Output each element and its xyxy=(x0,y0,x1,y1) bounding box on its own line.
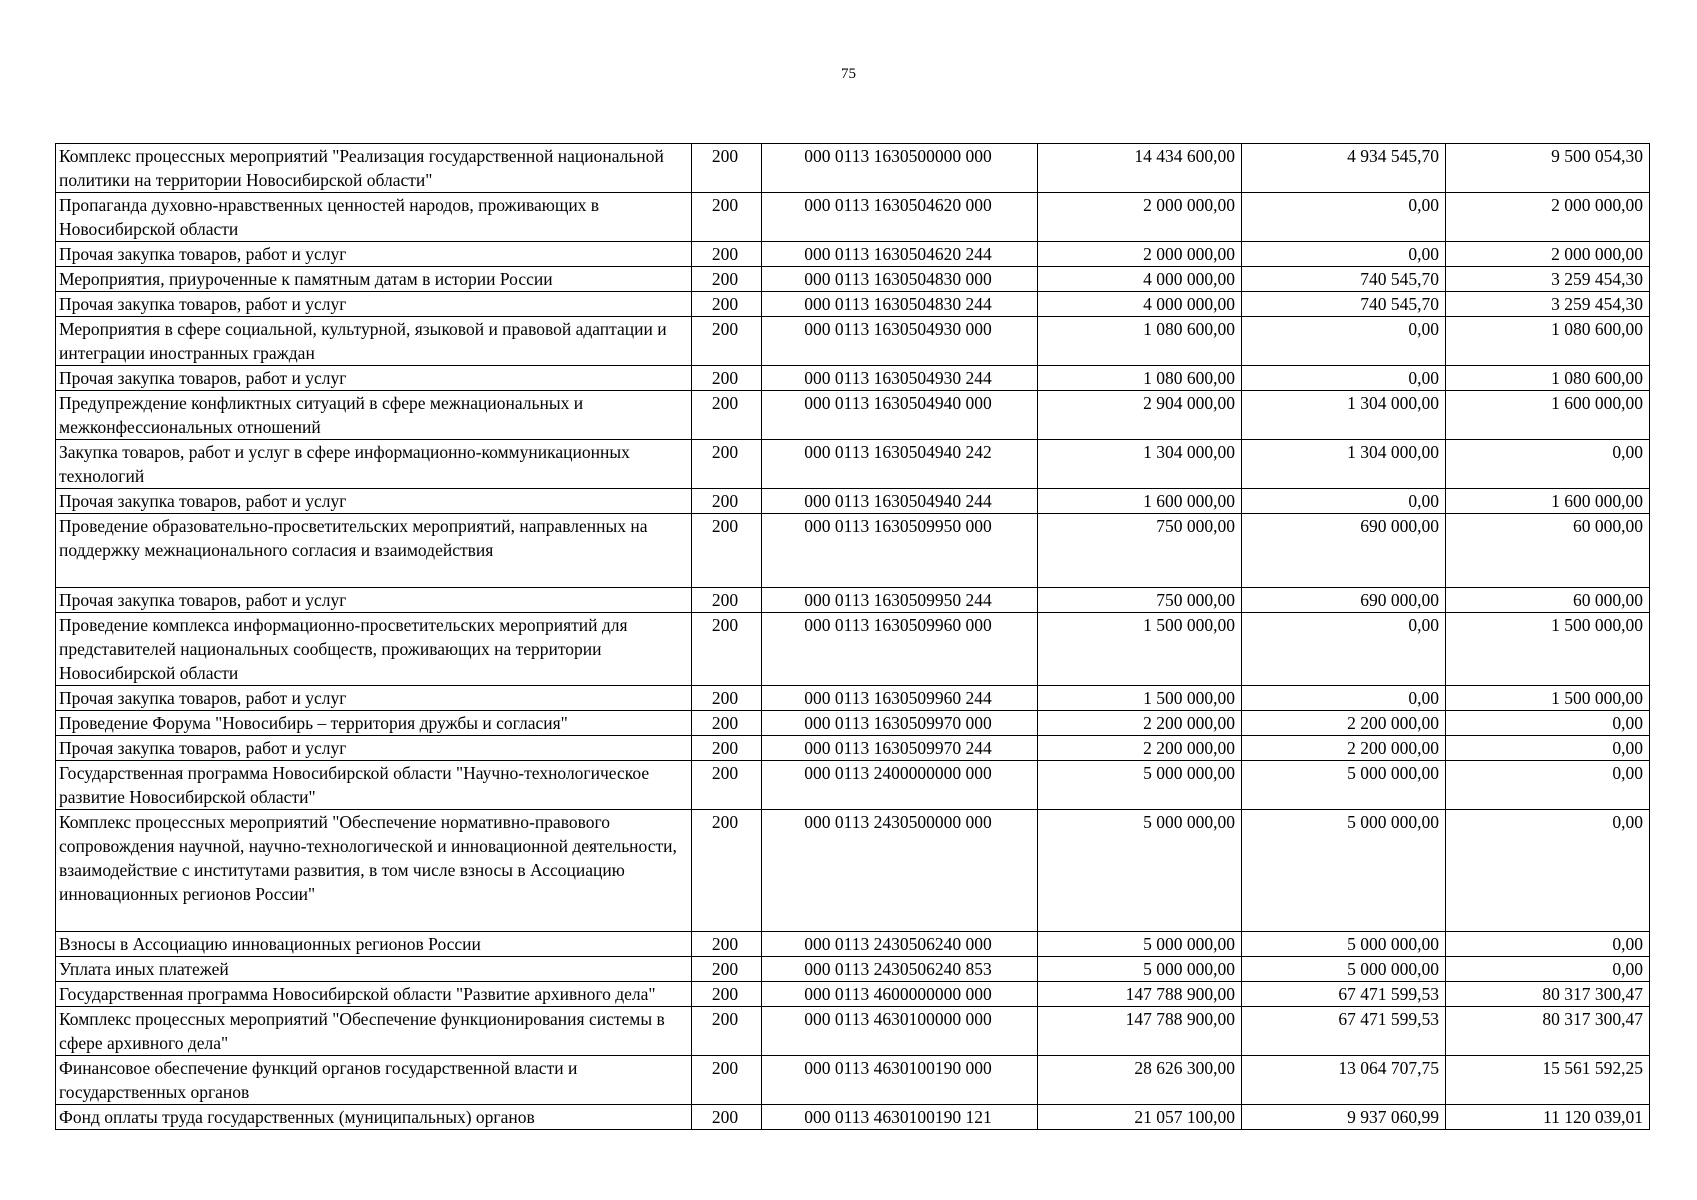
row-approved-cell: 2 000 000,00 xyxy=(1038,242,1242,267)
row-approved-cell: 147 788 900,00 xyxy=(1038,1007,1242,1056)
row-name-cell: Прочая закупка товаров, работ и услуг xyxy=(56,736,692,761)
row-code-cell: 200 xyxy=(692,193,762,242)
row-name-cell: Предупреждение конфликтных ситуаций в сфере межнациональных и межконфессиональных отношений xyxy=(56,391,692,440)
row-approved-cell: 1 600 000,00 xyxy=(1038,489,1242,514)
row-approved-cell: 750 000,00 xyxy=(1038,588,1242,613)
row-executed-cell: 740 545,70 xyxy=(1242,292,1446,317)
row-executed-cell: 1 304 000,00 xyxy=(1242,440,1446,489)
row-unexecuted-cell: 1 080 600,00 xyxy=(1446,317,1650,366)
table-row xyxy=(56,957,1650,982)
row-executed-cell: 0,00 xyxy=(1242,317,1446,366)
row-code-cell: 200 xyxy=(692,810,762,932)
row-name-cell: Государственная программа Новосибирской области "Развитие архивного дела" xyxy=(56,982,692,1007)
row-name-cell: Пропаганда духовно-нравственных ценностей народов, проживающих в Новосибирской области xyxy=(56,193,692,242)
row-approved-cell: 21 057 100,00 xyxy=(1038,1105,1242,1130)
row-executed-cell: 0,00 xyxy=(1242,193,1446,242)
table-row xyxy=(56,292,1650,317)
row-executed-cell: 9 937 060,99 xyxy=(1242,1105,1446,1130)
row-classification-cell: 000 0113 4630100190 121 xyxy=(762,1105,1038,1130)
table-row xyxy=(56,686,1650,711)
row-unexecuted-cell: 80 317 300,47 xyxy=(1446,1007,1650,1056)
row-code-cell: 200 xyxy=(692,686,762,711)
row-unexecuted-cell: 0,00 xyxy=(1446,761,1650,810)
row-classification-cell: 000 0113 4630100190 000 xyxy=(762,1056,1038,1105)
row-approved-cell: 1 080 600,00 xyxy=(1038,366,1242,391)
row-name-cell: Прочая закупка товаров, работ и услуг xyxy=(56,366,692,391)
row-name-cell: Уплата иных платежей xyxy=(56,957,692,982)
row-classification-cell: 000 0113 1630509970 244 xyxy=(762,736,1038,761)
row-approved-cell: 2 904 000,00 xyxy=(1038,391,1242,440)
row-approved-cell: 2 200 000,00 xyxy=(1038,711,1242,736)
row-classification-cell: 000 0113 4630100000 000 xyxy=(762,1007,1038,1056)
row-name-cell: Комплекс процессных мероприятий "Обеспечение нормативно-правового сопровождения научной, научно-технологической и инновационной деятельности, взаимодействие с институтами развития, в том числе взносы в Ассоциацию инновационных регионов России" xyxy=(56,810,692,932)
row-approved-cell: 14 434 600,00 xyxy=(1038,144,1242,193)
row-approved-cell: 1 304 000,00 xyxy=(1038,440,1242,489)
row-executed-cell: 0,00 xyxy=(1242,686,1446,711)
row-name-cell: Комплекс процессных мероприятий "Реализация государственной национальной политики на территории Новосибирской области" xyxy=(56,144,692,193)
table-row xyxy=(56,391,1650,440)
row-classification-cell: 000 0113 1630504930 000 xyxy=(762,317,1038,366)
row-executed-cell: 2 200 000,00 xyxy=(1242,736,1446,761)
table-row xyxy=(56,588,1650,613)
row-unexecuted-cell: 1 600 000,00 xyxy=(1446,489,1650,514)
row-unexecuted-cell: 1 080 600,00 xyxy=(1446,366,1650,391)
row-name-cell: Прочая закупка товаров, работ и услуг xyxy=(56,292,692,317)
row-approved-cell: 1 080 600,00 xyxy=(1038,317,1242,366)
row-classification-cell: 000 0113 1630509970 000 xyxy=(762,711,1038,736)
table-row xyxy=(56,810,1650,932)
row-approved-cell: 2 000 000,00 xyxy=(1038,193,1242,242)
row-name-cell: Прочая закупка товаров, работ и услуг xyxy=(56,242,692,267)
row-unexecuted-cell: 15 561 592,25 xyxy=(1446,1056,1650,1105)
row-unexecuted-cell: 1 600 000,00 xyxy=(1446,391,1650,440)
row-classification-cell: 000 0113 1630509960 244 xyxy=(762,686,1038,711)
row-executed-cell: 5 000 000,00 xyxy=(1242,810,1446,932)
row-name-cell: Мероприятия в сфере социальной, культурной, языковой и правовой адаптации и интеграции иностранных граждан xyxy=(56,317,692,366)
row-name-cell: Проведение комплекса информационно-просветительских мероприятий для представителей национальных сообществ, проживающих на территории Новосибирской области xyxy=(56,613,692,686)
row-code-cell: 200 xyxy=(692,1105,762,1130)
table-row xyxy=(56,267,1650,292)
table-row xyxy=(56,1105,1650,1130)
row-classification-cell: 000 0113 1630504830 000 xyxy=(762,267,1038,292)
table-row xyxy=(56,193,1650,242)
row-name-cell: Взносы в Ассоциацию инновационных регионов России xyxy=(56,932,692,957)
table-body xyxy=(56,144,1650,1130)
row-name-cell: Проведение образовательно-просветительских мероприятий, направленных на поддержку межнационального согласия и взаимодействия xyxy=(56,514,692,588)
row-unexecuted-cell: 0,00 xyxy=(1446,736,1650,761)
row-code-cell: 200 xyxy=(692,366,762,391)
table-row xyxy=(56,711,1650,736)
table-row xyxy=(56,982,1650,1007)
page-number: 75 xyxy=(841,66,856,82)
table-row xyxy=(56,514,1650,588)
row-name-cell: Мероприятия, приуроченные к памятным датам в истории России xyxy=(56,267,692,292)
row-classification-cell: 000 0113 2400000000 000 xyxy=(762,761,1038,810)
row-unexecuted-cell: 0,00 xyxy=(1446,711,1650,736)
table-row xyxy=(56,613,1650,686)
row-classification-cell: 000 0113 1630504940 242 xyxy=(762,440,1038,489)
row-unexecuted-cell: 1 500 000,00 xyxy=(1446,686,1650,711)
row-code-cell: 200 xyxy=(692,144,762,193)
row-unexecuted-cell: 0,00 xyxy=(1446,932,1650,957)
row-code-cell: 200 xyxy=(692,957,762,982)
row-code-cell: 200 xyxy=(692,267,762,292)
row-name-cell: Комплекс процессных мероприятий "Обеспечение функционирования системы в сфере архивного дела" xyxy=(56,1007,692,1056)
row-code-cell: 200 xyxy=(692,761,762,810)
row-name-cell: Прочая закупка товаров, работ и услуг xyxy=(56,489,692,514)
table-row xyxy=(56,1007,1650,1056)
row-approved-cell: 5 000 000,00 xyxy=(1038,932,1242,957)
row-code-cell: 200 xyxy=(692,1056,762,1105)
row-unexecuted-cell: 0,00 xyxy=(1446,440,1650,489)
row-code-cell: 200 xyxy=(692,440,762,489)
row-approved-cell: 1 500 000,00 xyxy=(1038,613,1242,686)
row-classification-cell: 000 0113 1630509960 000 xyxy=(762,613,1038,686)
row-approved-cell: 1 500 000,00 xyxy=(1038,686,1242,711)
row-code-cell: 200 xyxy=(692,242,762,267)
table-row xyxy=(56,489,1650,514)
row-name-cell: Прочая закупка товаров, работ и услуг xyxy=(56,686,692,711)
table-row xyxy=(56,317,1650,366)
row-classification-cell: 000 0113 1630504940 000 xyxy=(762,391,1038,440)
row-name-cell: Прочая закупка товаров, работ и услуг xyxy=(56,588,692,613)
row-code-cell: 200 xyxy=(692,932,762,957)
row-classification-cell: 000 0113 1630504940 244 xyxy=(762,489,1038,514)
row-classification-cell: 000 0113 1630504620 000 xyxy=(762,193,1038,242)
row-executed-cell: 1 304 000,00 xyxy=(1242,391,1446,440)
row-classification-cell: 000 0113 2430500000 000 xyxy=(762,810,1038,932)
row-unexecuted-cell: 0,00 xyxy=(1446,957,1650,982)
row-unexecuted-cell: 9 500 054,30 xyxy=(1446,144,1650,193)
row-unexecuted-cell: 2 000 000,00 xyxy=(1446,242,1650,267)
row-approved-cell: 2 200 000,00 xyxy=(1038,736,1242,761)
row-code-cell: 200 xyxy=(692,711,762,736)
budget-execution-table xyxy=(55,143,1650,1130)
row-classification-cell: 000 0113 1630504930 244 xyxy=(762,366,1038,391)
row-unexecuted-cell: 11 120 039,01 xyxy=(1446,1105,1650,1130)
row-unexecuted-cell: 0,00 xyxy=(1446,810,1650,932)
row-executed-cell: 67 471 599,53 xyxy=(1242,982,1446,1007)
row-unexecuted-cell: 3 259 454,30 xyxy=(1446,267,1650,292)
row-executed-cell: 13 064 707,75 xyxy=(1242,1056,1446,1105)
row-approved-cell: 147 788 900,00 xyxy=(1038,982,1242,1007)
row-code-cell: 200 xyxy=(692,317,762,366)
row-executed-cell: 0,00 xyxy=(1242,242,1446,267)
row-approved-cell: 28 626 300,00 xyxy=(1038,1056,1242,1105)
row-executed-cell: 690 000,00 xyxy=(1242,588,1446,613)
row-classification-cell: 000 0113 1630509950 244 xyxy=(762,588,1038,613)
row-approved-cell: 5 000 000,00 xyxy=(1038,810,1242,932)
table-row xyxy=(56,932,1650,957)
row-code-cell: 200 xyxy=(692,391,762,440)
row-unexecuted-cell: 2 000 000,00 xyxy=(1446,193,1650,242)
row-code-cell: 200 xyxy=(692,514,762,588)
table-row xyxy=(56,440,1650,489)
row-unexecuted-cell: 3 259 454,30 xyxy=(1446,292,1650,317)
row-code-cell: 200 xyxy=(692,588,762,613)
row-classification-cell: 000 0113 2430506240 853 xyxy=(762,957,1038,982)
row-classification-cell: 000 0113 4600000000 000 xyxy=(762,982,1038,1007)
row-executed-cell: 5 000 000,00 xyxy=(1242,932,1446,957)
row-approved-cell: 4 000 000,00 xyxy=(1038,292,1242,317)
row-executed-cell: 0,00 xyxy=(1242,489,1446,514)
row-classification-cell: 000 0113 1630509950 000 xyxy=(762,514,1038,588)
row-executed-cell: 0,00 xyxy=(1242,613,1446,686)
row-name-cell: Финансовое обеспечение функций органов государственной власти и государственных органов xyxy=(56,1056,692,1105)
row-unexecuted-cell: 1 500 000,00 xyxy=(1446,613,1650,686)
row-unexecuted-cell: 60 000,00 xyxy=(1446,588,1650,613)
row-classification-cell: 000 0113 1630504830 244 xyxy=(762,292,1038,317)
row-approved-cell: 750 000,00 xyxy=(1038,514,1242,588)
table-row xyxy=(56,1056,1650,1105)
row-approved-cell: 4 000 000,00 xyxy=(1038,267,1242,292)
row-executed-cell: 67 471 599,53 xyxy=(1242,1007,1446,1056)
row-classification-cell: 000 0113 1630500000 000 xyxy=(762,144,1038,193)
row-executed-cell: 2 200 000,00 xyxy=(1242,711,1446,736)
row-executed-cell: 0,00 xyxy=(1242,366,1446,391)
row-approved-cell: 5 000 000,00 xyxy=(1038,957,1242,982)
row-unexecuted-cell: 60 000,00 xyxy=(1446,514,1650,588)
row-classification-cell: 000 0113 2430506240 000 xyxy=(762,932,1038,957)
row-executed-cell: 5 000 000,00 xyxy=(1242,761,1446,810)
row-executed-cell: 5 000 000,00 xyxy=(1242,957,1446,982)
row-executed-cell: 740 545,70 xyxy=(1242,267,1446,292)
table-row xyxy=(56,736,1650,761)
row-name-cell: Закупка товаров, работ и услуг в сфере информационно-коммуникационных технологий xyxy=(56,440,692,489)
row-unexecuted-cell: 80 317 300,47 xyxy=(1446,982,1650,1007)
row-classification-cell: 000 0113 1630504620 244 xyxy=(762,242,1038,267)
row-name-cell: Проведение Форума "Новосибирь – территория дружбы и согласия" xyxy=(56,711,692,736)
row-executed-cell: 690 000,00 xyxy=(1242,514,1446,588)
row-approved-cell: 5 000 000,00 xyxy=(1038,761,1242,810)
table-row xyxy=(56,366,1650,391)
row-name-cell: Государственная программа Новосибирской области "Научно-технологическое развитие Новосибирской области" xyxy=(56,761,692,810)
table-row xyxy=(56,761,1650,810)
table-row xyxy=(56,242,1650,267)
row-code-cell: 200 xyxy=(692,1007,762,1056)
row-code-cell: 200 xyxy=(692,736,762,761)
row-code-cell: 200 xyxy=(692,982,762,1007)
row-code-cell: 200 xyxy=(692,292,762,317)
row-executed-cell: 4 934 545,70 xyxy=(1242,144,1446,193)
row-name-cell: Фонд оплаты труда государственных (муниципальных) органов xyxy=(56,1105,692,1130)
row-code-cell: 200 xyxy=(692,613,762,686)
row-code-cell: 200 xyxy=(692,489,762,514)
table-row xyxy=(56,144,1650,193)
